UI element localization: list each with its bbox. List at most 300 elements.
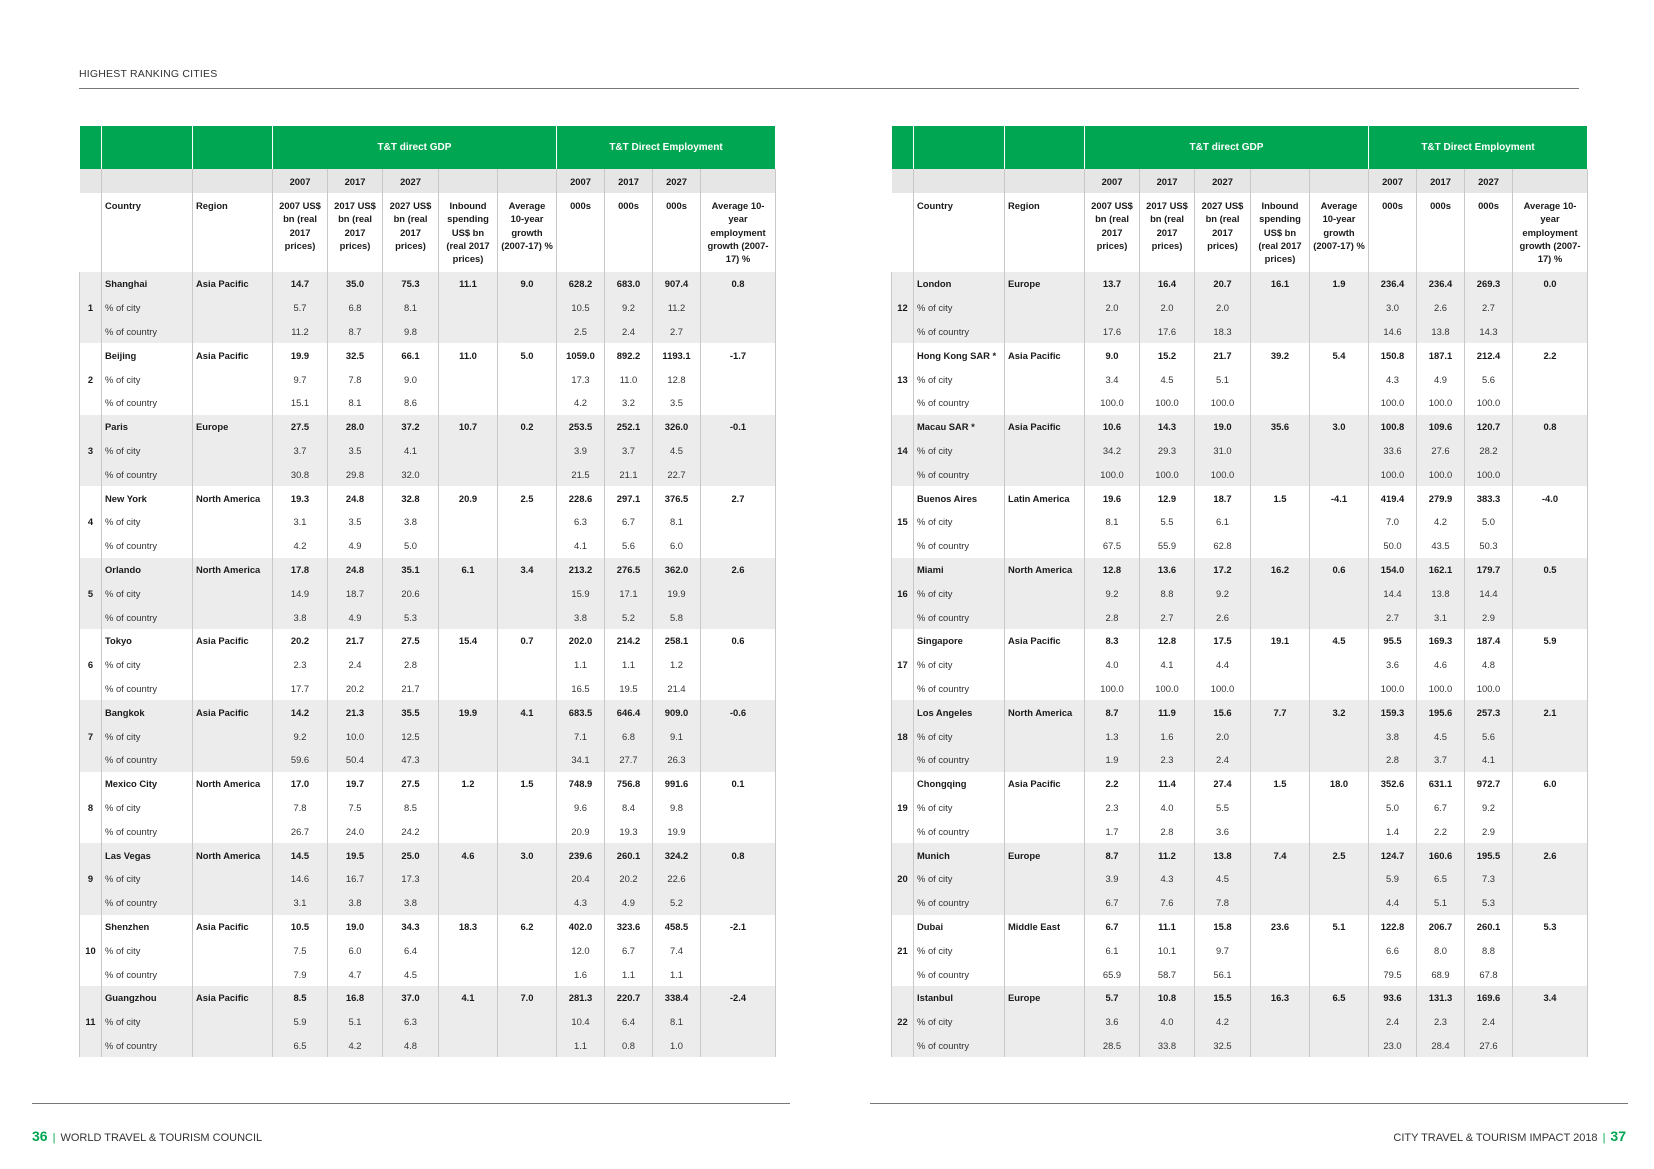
city-name: Beijing [102,343,193,367]
row-label: % of city [102,510,193,534]
region-name: North America [1005,558,1085,582]
value-cell: 212.4 [1465,343,1513,367]
year-cell [439,169,498,193]
city-row [80,629,776,653]
value-cell: 95.5 [1369,629,1417,653]
region-name: Latin America [1005,486,1085,510]
value-cell: 8.7 [1085,843,1140,867]
value-cell: 150.8 [1369,343,1417,367]
value-cell: 100.0 [1369,462,1417,486]
value-cell: 16.5 [557,677,605,701]
value-cell: 23.0 [1369,1034,1417,1058]
value-cell: 3.8 [328,891,383,915]
value-cell: 4.2 [1195,1010,1251,1034]
value-cell: 683.0 [605,272,653,296]
value-blank [1513,296,1588,320]
column-label: Average 10-year growth (2007-17) % [1310,193,1369,272]
value-cell: 1.3 [1085,724,1140,748]
value-blank [1513,534,1588,558]
value-blank [701,724,776,748]
value-cell: 3.6 [1195,819,1251,843]
value-cell: 6.5 [273,1034,328,1058]
value-cell: 1.7 [1085,819,1140,843]
value-cell: 2.7 [1465,296,1513,320]
value-blank [1251,724,1310,748]
percent-of-country-row [892,748,1588,772]
value-cell: 6.1 [439,558,498,582]
value-cell: 21.7 [383,677,439,701]
value-cell: 68.9 [1417,962,1465,986]
value-cell: 972.7 [1465,772,1513,796]
value-cell: 4.1 [557,534,605,558]
rank-number: 3 [80,415,102,486]
value-cell: 100.0 [1195,391,1251,415]
city-name: Los Angeles [914,700,1005,724]
value-cell: 12.8 [1140,629,1195,653]
value-cell: 1.1 [605,653,653,677]
value-cell: 1.2 [439,772,498,796]
value-cell: 3.2 [605,391,653,415]
region-name: Asia Pacific [193,915,273,939]
region-name: Asia Pacific [193,986,273,1010]
value-cell: 11.2 [273,320,328,344]
value-cell: 5.1 [328,1010,383,1034]
value-cell: 21.5 [557,462,605,486]
value-cell: 169.3 [1417,629,1465,653]
region-name: Asia Pacific [193,700,273,724]
value-cell: 109.6 [1417,415,1465,439]
value-cell: 12.0 [557,938,605,962]
value-cell: 10.6 [1085,415,1140,439]
value-cell: 326.0 [653,415,701,439]
value-cell: 5.8 [653,605,701,629]
value-cell: 34.3 [383,915,439,939]
rank-number: 15 [892,486,914,557]
city-row [80,700,776,724]
value-blank [498,1010,557,1034]
value-cell: 6.7 [1085,891,1140,915]
value-blank [498,819,557,843]
row-label: % of city [102,581,193,605]
row-label: % of city [914,439,1005,463]
region-blank [193,391,273,415]
region-name: Asia Pacific [193,343,273,367]
year-cell-blank [102,169,193,193]
percent-of-country-row [892,605,1588,629]
city-row [892,486,1588,510]
value-cell: 3.8 [1369,724,1417,748]
year-cell-blank [1005,169,1085,193]
value-cell: 20.7 [1195,272,1251,296]
value-cell: 0.6 [1310,558,1369,582]
value-cell: 100.0 [1140,677,1195,701]
value-cell: 9.2 [1195,581,1251,605]
value-blank [701,1010,776,1034]
value-blank [1310,605,1369,629]
value-cell: 24.2 [383,819,439,843]
value-cell: 4.5 [1195,867,1251,891]
value-cell: 20.2 [273,629,328,653]
value-cell: 8.8 [1140,581,1195,605]
value-cell: 10.8 [1140,986,1195,1010]
value-cell: 206.7 [1417,915,1465,939]
value-cell: 5.9 [273,1010,328,1034]
value-cell: 79.5 [1369,962,1417,986]
value-cell: 21.7 [1195,343,1251,367]
value-cell: 2.0 [1195,296,1251,320]
city-name: Miami [914,558,1005,582]
value-blank [498,320,557,344]
value-blank [439,534,498,558]
value-cell: 5.0 [498,343,557,367]
city-group [892,486,1588,557]
value-cell: 0.8 [701,843,776,867]
value-blank [1310,653,1369,677]
value-cell: 1.0 [653,1034,701,1058]
value-blank [701,367,776,391]
value-blank [498,962,557,986]
value-cell: 2.0 [1195,724,1251,748]
value-cell: 2.4 [328,653,383,677]
value-cell: 2.2 [1085,772,1140,796]
value-cell: 15.1 [273,391,328,415]
column-label: 2027 US$ bn (real 2017 prices) [383,193,439,272]
value-cell: 10.5 [273,915,328,939]
region-blank [193,1034,273,1058]
value-cell: 4.4 [1369,891,1417,915]
value-cell: 7.4 [1251,843,1310,867]
value-cell: 4.5 [653,439,701,463]
value-cell: 5.5 [1195,796,1251,820]
value-cell: 18.3 [439,915,498,939]
percent-of-country-row [80,391,776,415]
value-cell: 58.7 [1140,962,1195,986]
region-blank [1005,581,1085,605]
region-blank [1005,938,1085,962]
value-cell: 383.3 [1465,486,1513,510]
value-blank [1310,367,1369,391]
value-cell: 15.4 [439,629,498,653]
value-cell: 2.2 [1417,819,1465,843]
region-blank [193,748,273,772]
value-blank [1310,938,1369,962]
percent-of-country-row [892,462,1588,486]
value-cell: 33.6 [1369,439,1417,463]
value-cell: 14.6 [1369,320,1417,344]
city-group [80,343,776,414]
row-label: % of country [914,605,1005,629]
value-blank [439,391,498,415]
group-header-gdp: T&T direct GDP [273,126,557,169]
value-cell: 5.9 [1513,629,1588,653]
value-cell: 6.0 [1513,772,1588,796]
value-cell: 3.7 [605,439,653,463]
value-cell: 907.4 [653,272,701,296]
row-label: % of country [914,891,1005,915]
value-blank [1251,439,1310,463]
value-cell: 6.3 [557,510,605,534]
value-cell: 10.7 [439,415,498,439]
column-label: Region [193,193,273,272]
value-blank [1251,819,1310,843]
value-blank [439,439,498,463]
value-cell: 17.7 [273,677,328,701]
value-cell: 17.0 [273,772,328,796]
year-cell: 2007 [273,169,328,193]
value-cell: 5.6 [605,534,653,558]
value-cell: 2.8 [1140,819,1195,843]
value-cell: 6.3 [383,1010,439,1034]
value-blank [701,439,776,463]
header-rule [79,88,1579,89]
value-cell: 14.2 [273,700,328,724]
city-name: Bangkok [102,700,193,724]
value-cell: 257.3 [1465,700,1513,724]
column-label: 2017 US$ bn (real 2017 prices) [1140,193,1195,272]
row-label: % of city [914,653,1005,677]
value-blank [498,296,557,320]
value-blank [701,677,776,701]
percent-of-city-row [80,796,776,820]
value-cell: 12.5 [383,724,439,748]
value-cell: -4.1 [1310,486,1369,510]
row-label: % of city [914,1010,1005,1034]
value-cell: 6.8 [328,296,383,320]
value-cell: 4.9 [328,605,383,629]
column-label: Country [102,193,193,272]
value-blank [439,581,498,605]
value-cell: 7.4 [653,938,701,962]
column-label-row [892,193,1588,272]
value-blank [439,320,498,344]
value-blank [1513,653,1588,677]
city-name: Chongqing [914,772,1005,796]
value-cell: 1193.1 [653,343,701,367]
value-cell: 16.4 [1140,272,1195,296]
value-blank [1251,677,1310,701]
group-header-employment: T&T Direct Employment [557,126,776,169]
value-cell: 35.6 [1251,415,1310,439]
city-name: Hong Kong SAR * [914,343,1005,367]
region-blank [193,819,273,843]
value-cell: 9.2 [605,296,653,320]
row-label: % of city [102,867,193,891]
value-cell: 5.2 [653,891,701,915]
city-name: New York [102,486,193,510]
value-cell: 31.0 [1195,439,1251,463]
value-cell: 8.7 [328,320,383,344]
value-cell: 1.9 [1085,748,1140,772]
city-group [80,700,776,771]
value-cell: 9.7 [1195,938,1251,962]
value-cell: 93.6 [1369,986,1417,1010]
value-cell: 0.8 [701,272,776,296]
city-row [80,558,776,582]
year-cell [498,169,557,193]
rank-number: 2 [80,343,102,414]
value-blank [1513,819,1588,843]
value-cell: 21.4 [653,677,701,701]
value-cell: 1.5 [1251,486,1310,510]
rank-number: 11 [80,986,102,1057]
value-cell: 6.7 [1085,915,1140,939]
value-cell: 3.9 [1085,867,1140,891]
value-cell: 5.0 [383,534,439,558]
value-blank [701,510,776,534]
rank-number: 21 [892,915,914,986]
value-cell: 2.5 [498,486,557,510]
value-cell: 236.4 [1417,272,1465,296]
percent-of-country-row [80,534,776,558]
value-cell: 3.4 [498,558,557,582]
value-cell: 5.3 [383,605,439,629]
city-name: Orlando [102,558,193,582]
value-cell: 17.5 [1195,629,1251,653]
value-cell: 4.2 [273,534,328,558]
value-blank [439,510,498,534]
rank-number: 7 [80,700,102,771]
rank-number: 6 [80,629,102,700]
value-cell: 3.6 [1085,1010,1140,1034]
value-cell: 100.0 [1465,462,1513,486]
rank-number: 17 [892,629,914,700]
value-cell: 323.6 [605,915,653,939]
value-cell: 2.8 [1369,748,1417,772]
value-cell: 628.2 [557,272,605,296]
value-cell: 34.1 [557,748,605,772]
city-name: Shanghai [102,272,193,296]
value-cell: 100.0 [1085,391,1140,415]
value-cell: 14.9 [273,581,328,605]
value-cell: 19.9 [439,700,498,724]
region-name: North America [1005,700,1085,724]
value-blank [1251,748,1310,772]
value-blank [439,796,498,820]
value-cell: 324.2 [653,843,701,867]
region-name: Middle East [1005,915,1085,939]
value-cell: 11.4 [1140,772,1195,796]
value-cell: 17.8 [273,558,328,582]
value-blank [1513,1034,1588,1058]
region-blank [193,296,273,320]
value-cell: 8.5 [383,796,439,820]
year-cell: 2007 [1369,169,1417,193]
region-name: North America [193,843,273,867]
city-group [80,272,776,343]
value-cell: 17.6 [1085,320,1140,344]
value-cell: 11.1 [1140,915,1195,939]
region-blank [193,653,273,677]
value-cell: 6.4 [605,1010,653,1034]
value-blank [498,938,557,962]
region-blank [193,581,273,605]
value-cell: 179.7 [1465,558,1513,582]
rank-number: 13 [892,343,914,414]
value-cell: 13.8 [1417,581,1465,605]
column-label: 2007 US$ bn (real 2017 prices) [273,193,328,272]
city-name: Singapore [914,629,1005,653]
year-cell: 2007 [1085,169,1140,193]
value-cell: 13.7 [1085,272,1140,296]
value-cell: 19.3 [605,819,653,843]
percent-of-city-row [892,439,1588,463]
value-cell: 17.3 [557,367,605,391]
percent-of-country-row [80,748,776,772]
column-label: 000s [653,193,701,272]
value-blank [498,605,557,629]
value-cell: 4.1 [498,700,557,724]
value-blank [498,677,557,701]
value-cell: 11.2 [1140,843,1195,867]
row-label: % of city [102,367,193,391]
value-blank [1513,581,1588,605]
row-label: % of country [102,462,193,486]
row-label: % of country [102,391,193,415]
row-label: % of country [102,677,193,701]
value-blank [1251,938,1310,962]
value-cell: 2.3 [1417,1010,1465,1034]
city-group [80,772,776,843]
value-cell: 5.9 [1369,867,1417,891]
percent-of-city-row [892,510,1588,534]
value-blank [701,819,776,843]
value-cell: 2.4 [605,320,653,344]
value-blank [1310,1034,1369,1058]
value-cell: 2.4 [1465,1010,1513,1034]
percent-of-country-row [892,819,1588,843]
value-cell: 27.5 [273,415,328,439]
city-group [80,486,776,557]
rank-number: 9 [80,843,102,914]
value-blank [1513,677,1588,701]
value-cell: 13.8 [1417,320,1465,344]
city-group [80,415,776,486]
page-number-left: 36 [32,1128,48,1144]
value-blank [701,653,776,677]
region-blank [1005,534,1085,558]
value-blank [498,748,557,772]
rank-number: 1 [80,272,102,343]
value-cell: 20.2 [605,867,653,891]
value-cell: 18.3 [1195,320,1251,344]
percent-of-city-row [892,1010,1588,1034]
column-label: 2017 US$ bn (real 2017 prices) [328,193,383,272]
value-blank [1251,891,1310,915]
value-cell: 100.0 [1465,391,1513,415]
value-cell: 14.7 [273,272,328,296]
value-cell: 187.1 [1417,343,1465,367]
year-cell: 2017 [1140,169,1195,193]
row-label: % of city [102,296,193,320]
value-cell: 18.7 [328,581,383,605]
footer-left [32,1128,262,1144]
value-cell: 9.0 [1085,343,1140,367]
value-cell: 0.0 [1513,272,1588,296]
row-label: % of country [914,320,1005,344]
value-cell: 220.7 [605,986,653,1010]
value-blank [498,534,557,558]
value-cell: 10.4 [557,1010,605,1034]
year-cell: 2027 [383,169,439,193]
value-cell: 5.2 [605,605,653,629]
city-name: Munich [914,843,1005,867]
value-blank [1513,510,1588,534]
value-cell: 100.0 [1085,462,1140,486]
value-cell: 2.0 [1140,296,1195,320]
value-cell: 35.0 [328,272,383,296]
region-name: North America [193,772,273,796]
year-cell-blank [892,169,914,193]
